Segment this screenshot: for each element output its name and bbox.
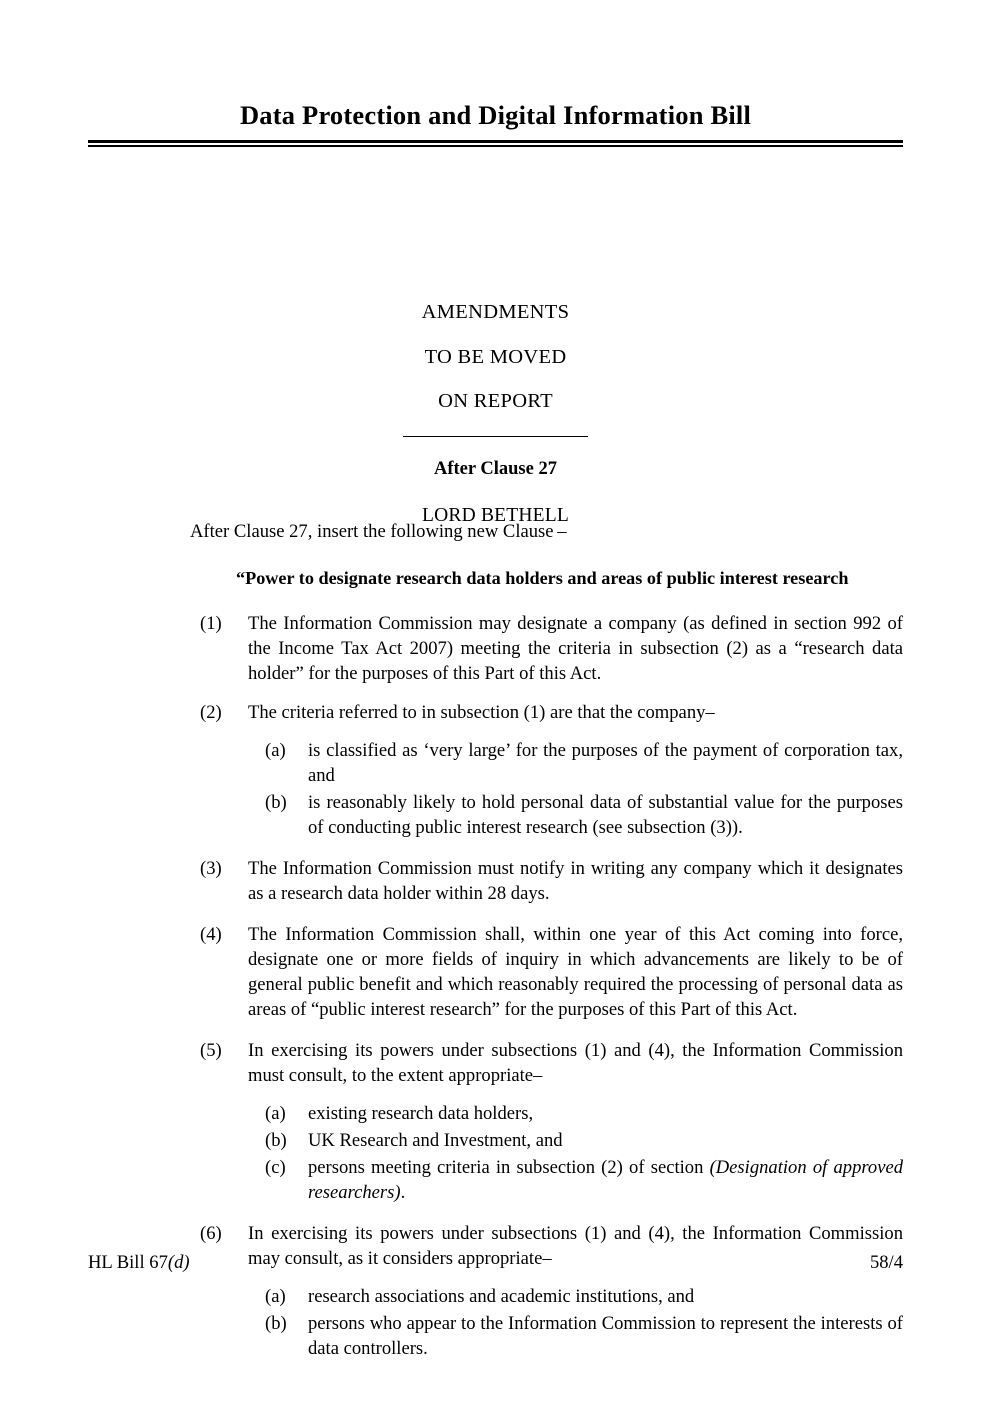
paragraph-letter: (b) xyxy=(265,791,287,813)
subsection-number: (5) xyxy=(200,1039,222,1061)
page-title: Data Protection and Digital Information Bill xyxy=(239,100,752,130)
amendments-line-1: AMENDMENTS xyxy=(421,301,570,323)
insert-instruction: After Clause 27, insert the following new Clause – xyxy=(190,521,567,542)
subsection-number: (2) xyxy=(200,701,222,723)
subsection-number: (4) xyxy=(200,923,222,945)
subsection xyxy=(190,611,903,686)
paragraph xyxy=(190,790,903,840)
paragraph-list xyxy=(190,1101,903,1205)
paragraph-letter: (a) xyxy=(265,1102,286,1124)
clause-marker: After Clause 27 xyxy=(434,458,557,479)
subsection-text: In exercising its powers under subsections (1) and (4), the Information Commission must consult, to the extent appropriate– xyxy=(248,1039,903,1086)
title-rule-thin xyxy=(88,145,903,146)
subsection xyxy=(190,856,903,906)
new-clause-heading: “Power to designate research data holders and areas of public interest research xyxy=(236,568,849,588)
paragraph xyxy=(190,1155,903,1205)
title-double-rule xyxy=(88,140,903,146)
subsection-text: The Information Commission shall, within one year of this Act coming into force, designate one or more fields of inquiry in which advancements are likely to be of general public benefit and which reasonably required the processing of personal data as areas of “public interest research” for the purposes of this Part of this Act. xyxy=(248,923,903,1020)
paragraph-text xyxy=(308,1155,903,1205)
paragraph-letter: (a) xyxy=(265,1285,286,1307)
paragraph-letter: (c) xyxy=(265,1156,286,1178)
paragraph-text-trail: . xyxy=(400,1181,406,1203)
paragraph xyxy=(190,1311,903,1361)
paragraph xyxy=(190,738,903,788)
subsection xyxy=(190,1038,903,1088)
amendment-body xyxy=(190,519,903,1361)
amendments-line-2: TO BE MOVED xyxy=(424,345,567,368)
paragraph-list xyxy=(190,1284,903,1361)
section-cross-reference: (Designation of approved researchers) xyxy=(308,1156,904,1203)
paragraph-text: is reasonably likely to hold personal data of substantial value for the purposes of conducting public interest research (see subsection (3)). xyxy=(308,791,903,838)
subsection xyxy=(190,700,903,725)
paragraph-letter: (a) xyxy=(265,739,286,761)
bill-reference-suffix: (d) xyxy=(167,1252,190,1273)
paragraph xyxy=(190,1128,903,1153)
subsection-number: (3) xyxy=(200,857,222,879)
title-block xyxy=(88,100,903,147)
subsection-number: (1) xyxy=(200,612,222,634)
subsection-text: The criteria referred to in subsection (1) are that the company– xyxy=(248,701,715,723)
paragraph-text: persons who appear to the Information Commission to represent the interests of data controllers. xyxy=(308,1312,903,1359)
paragraph-letter: (b) xyxy=(265,1129,287,1151)
paragraph xyxy=(190,1101,903,1126)
page-footer xyxy=(88,1252,903,1274)
paragraph-text: is classified as ‘very large’ for the purposes of the payment of corporation tax, and xyxy=(308,739,903,786)
paragraph-text: research associations and academic institutions, and xyxy=(308,1285,695,1307)
paragraph-text: UK Research and Investment, and xyxy=(308,1129,563,1151)
subsection-text: In exercising its powers under subsections (1) and (4), the Information Commission may consult, as it considers appropriate– xyxy=(248,1222,903,1269)
member-name: LORD BETHELL xyxy=(421,505,569,527)
paragraph-list xyxy=(190,738,903,840)
paragraph-letter: (b) xyxy=(265,1312,287,1334)
subsection-number: (6) xyxy=(200,1222,222,1244)
paragraph xyxy=(190,1284,903,1309)
subsection xyxy=(190,922,903,1022)
paragraph-text: existing research data holders, xyxy=(308,1102,534,1124)
subsection-list xyxy=(190,611,903,1361)
bill-reference xyxy=(88,1252,190,1274)
paragraph-text-lead: persons meeting criteria in subsection (2) of section xyxy=(308,1156,710,1178)
bill-reference-text: HL Bill 67 xyxy=(88,1252,168,1273)
amendments-heading-block xyxy=(88,302,903,527)
page-number: 58/4 xyxy=(869,1252,903,1273)
subsection-text: The Information Commission may designate a company (as defined in section 992 of the Income Tax Act 2007) meeting the criteria in subsection (2) as a “research data holder” for the purposes of this Part of this Act. xyxy=(248,612,903,684)
heading-separator-rule xyxy=(403,436,588,437)
subsection-text: The Information Commission must notify in writing any company which it designates as a research data holder within 28 days. xyxy=(248,857,903,904)
amendments-line-3: ON REPORT xyxy=(438,390,553,412)
